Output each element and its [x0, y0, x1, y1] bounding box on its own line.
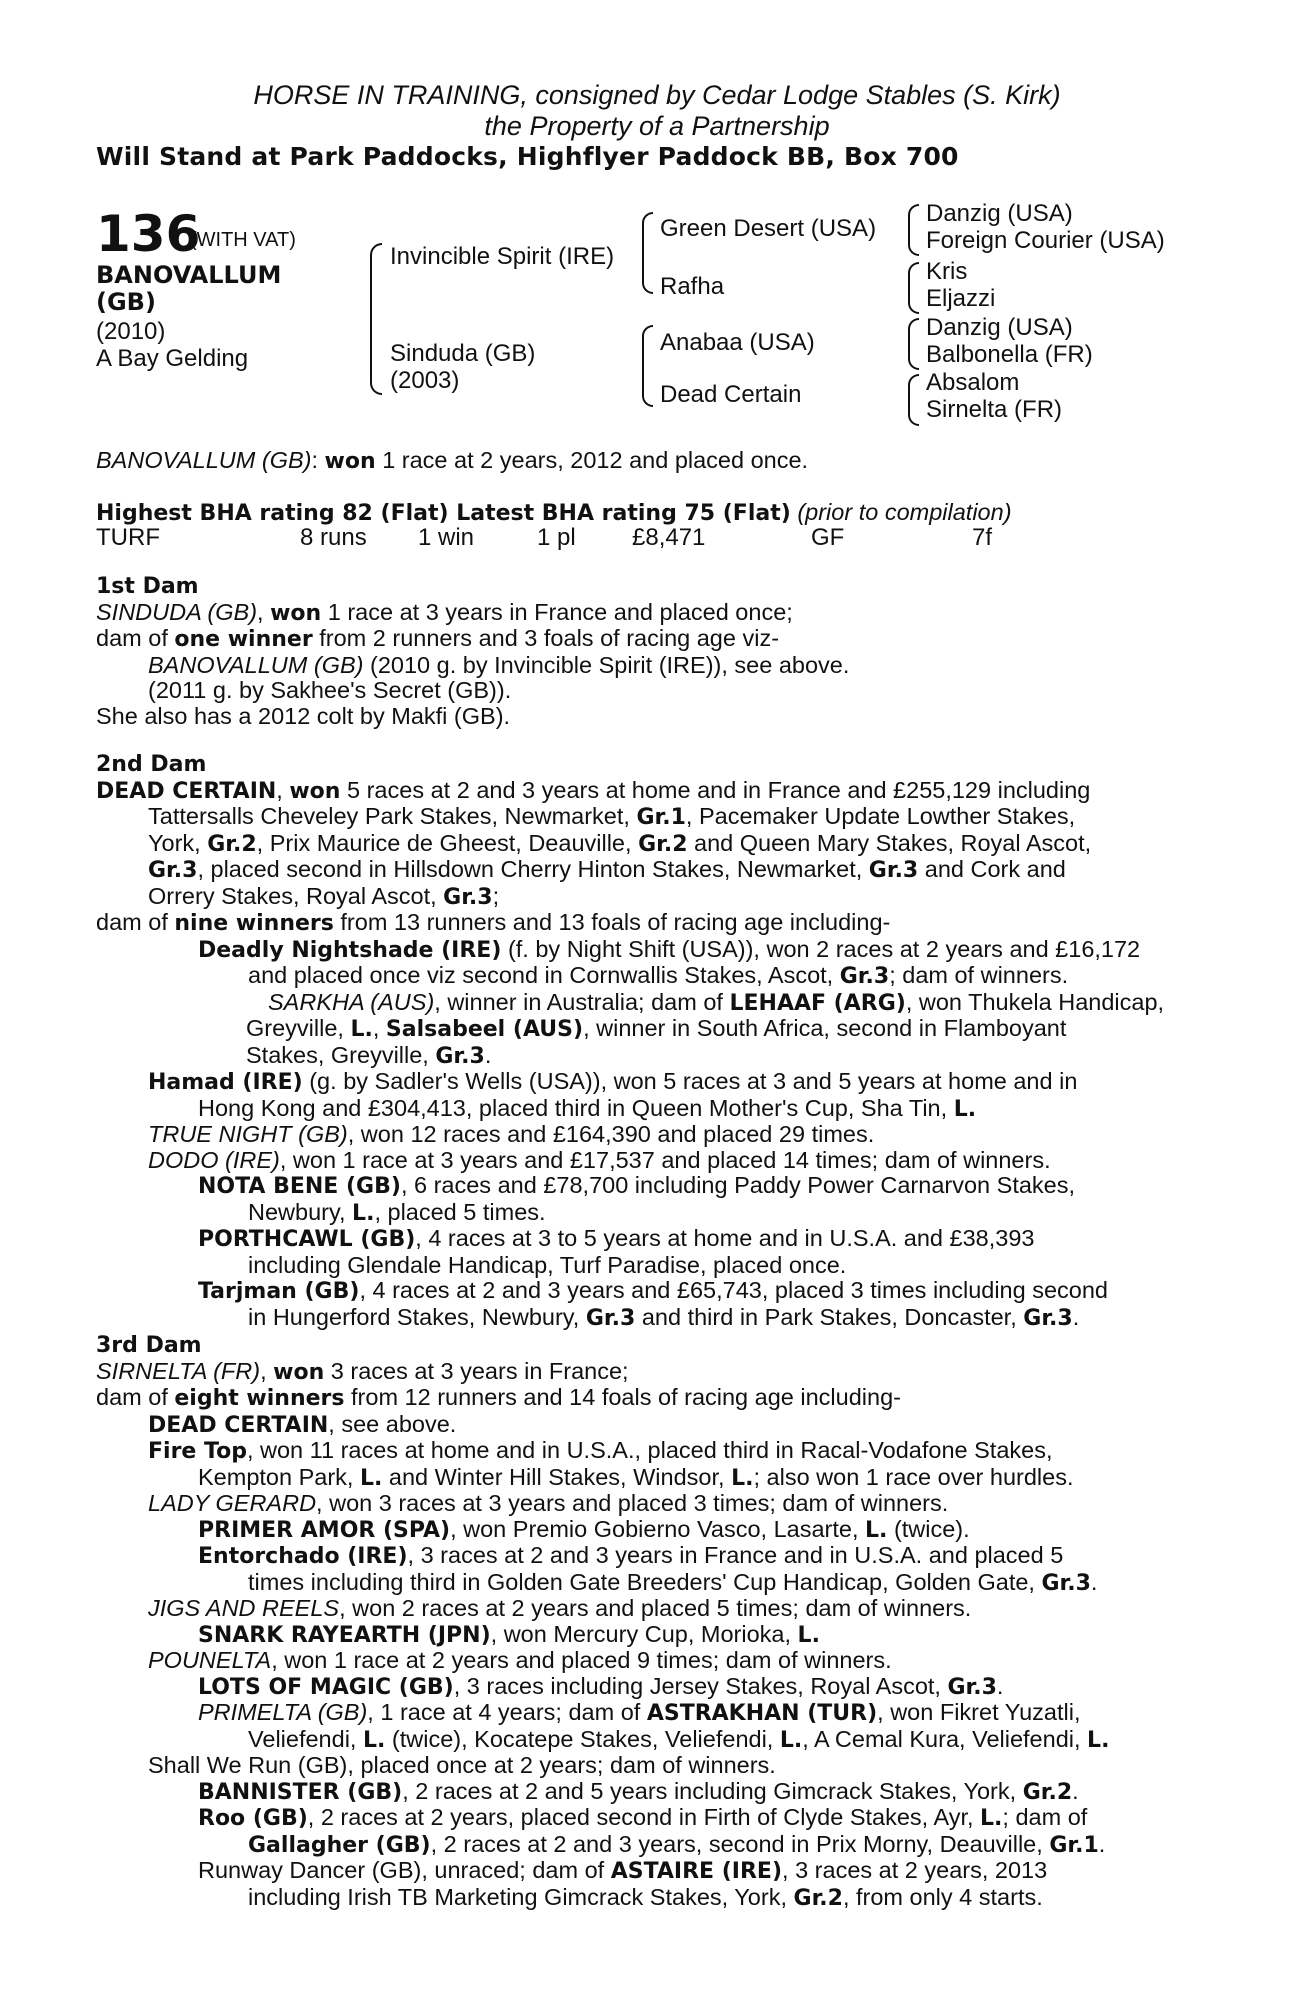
pedigree-bracket: [908, 262, 919, 314]
pedigree-gg-7: Absalom: [926, 369, 1020, 396]
horse-country: (GB): [96, 288, 156, 316]
third-dam-section: 3rd Dam SIRNELTA (FR), won 3 races at 3 years in France; dam of eight winners from 12 runners and 14 foals of racing age including- DEAD CERTAIN, see above. Fire Top, won 11 races at home and in U.S.A., placed third in Racal-Vodafone Stakes, Kempton Park, L. and Winter Hill Stakes, Windsor, L.; also won 1 race over hurdles. LADY GERARD, won 3 races at 3 years and placed 3 times; dam of winners. PRIMER AMOR (SPA), won Premio Gobierno Vasco, Lasarte, L. (twice). Entorchado (IRE), 3 races at 2 and 3 years in France and in U.S.A. and placed 5 times including third in Golden Gate Breeders' Cup Handicap, Golden Gate, Gr.3. JIGS AND REELS, won 2 races at 2 years and placed 5 times; dam of winners. SNARK RAYEARTH (JPN), won Mercury Cup, Morioka, L. POUNELTA, won 1 race at 2 years and placed 9 times; dam of winners. LOTS OF MAGIC (GB), 3 races including Jersey Stakes, Royal Ascot, Gr.3. PRIMELTA (GB), 1 race at 4 years; dam of ASTRAKHAN (TUR), won Fikret Yuzatli, Veliefendi, L. (twice), Kocatepe Stakes, Veliefendi, L., A Cemal Kura, Veliefendi, L. Shall We Run (GB), placed once at 2 years; dam of winners. BANNISTER (GB), 2 races at 2 and 5 years including Gimcrack Stakes, York, Gr.2. Roo (GB), 2 races at 2 years, placed second in Firth of Clyde Stakes, Ayr, L.; dam of Gallagher (GB), 2 races at 2 and 3 years, second in Prix Morny, Deauville, Gr.1. Runway Dancer (GB), unraced; dam of ASTAIRE (IRE), 3 races at 2 years, 2013 including Irish TB Marketing Gimcrack Stakes, York, Gr.2, from only 4 starts.: [96, 1333, 1206, 1911]
horse-year: (2010): [96, 318, 166, 345]
race-summary: BANOVALLUM (GB): won 1 race at 2 years, 2012 and placed once.: [96, 447, 809, 474]
pedigree-bracket: [908, 318, 919, 370]
header-consignor: HORSE IN TRAINING, consigned by Cedar Lodge Stables (S. Kirk): [253, 80, 1061, 110]
header-property: the Property of a Partnership: [484, 111, 830, 141]
section-heading: 2nd Dam: [96, 752, 207, 777]
pedigree-dam-year: (2003): [390, 367, 460, 394]
pedigree-gg-4: Eljazzi: [926, 285, 996, 312]
pedigree-bracket: [370, 243, 382, 395]
section-heading: 1st Dam: [96, 574, 199, 599]
pedigree-gg-6: Balbonella (FR): [926, 341, 1093, 368]
pedigree-granddam-1: Rafha: [660, 273, 725, 300]
section-heading: 3rd Dam: [96, 1333, 202, 1358]
horse-description: A Bay Gelding: [96, 345, 249, 372]
pedigree-granddam-2: Dead Certain: [660, 381, 802, 408]
pedigree-dam: Sinduda (GB): [390, 340, 536, 367]
first-dam-section: 1st Dam SINDUDA (GB), won 1 race at 3 years in France and placed once; dam of one winner from 2 runners and 3 foals of racing age viz- BANOVALLUM (GB) (2010 g. by Invincible Spirit (IRE)), see above. (2011 g. by Sakhee's Secret (GB)). She also has a 2012 colt by Makfi (GB).: [96, 574, 1206, 729]
pedigree-bracket: [642, 325, 653, 407]
pedigree-grandsire-1: Green Desert (USA): [660, 215, 877, 242]
second-dam-section: 2nd Dam DEAD CERTAIN, won 5 races at 2 and 3 years at home and in France and £255,129 including Tattersalls Cheveley Park Stakes, Newmarket, Gr.1, Pacemaker Update Lowther Stakes, York, Gr.2, Prix Maurice de Gheest, Deauville, Gr.2 and Queen Mary Stakes, Royal Ascot, Gr.3, placed second in Hillsdown Cherry Hinton Stakes, Newmarket, Gr.3 and Cork and Orrery Stakes, Royal Ascot, Gr.3; dam of nine winners from 13 runners and 13 foals of racing age including- Deadly Nightshade (IRE) (f. by Night Shift (USA)), won 2 races at 2 years and £16,172 and placed once viz second in Cornwallis Stakes, Ascot, Gr.3; dam of winners. SARKHA (AUS), winner in Australia; dam of LEHAAF (ARG), won Thukela Handicap, Greyville, L., Salsabeel (AUS), winner in South Africa, second in Flamboyant Stakes, Greyville, Gr.3. Hamad (IRE) (g. by Sadler's Wells (USA)), won 5 races at 3 and 5 years at home and in Hong Kong and £304,413, placed third in Queen Mother's Cup, Sha Tin, L. TRUE NIGHT (GB), won 12 races and £164,390 and placed 29 times. DODO (IRE), won 1 race at 3 years and £17,537 and placed 14 times; dam of winners. NOTA BENE (GB), 6 races and £78,700 including Paddy Power Carnarvon Stakes, Newbury, L., placed 5 times. PORTHCAWL (GB), 4 races at 3 to 5 years at home and in U.S.A. and £38,393 including Glendale Handicap, Turf Paradise, placed once. Tarjman (GB), 4 races at 2 and 3 years and £65,743, placed 3 times including second in Hungerford Stakes, Newbury, Gr.3 and third in Park Stakes, Doncaster, Gr.3.: [96, 752, 1206, 1331]
pedigree-gg-8: Sirnelta (FR): [926, 396, 1063, 423]
vat-note: (WITH VAT): [190, 229, 296, 251]
pedigree-bracket: [908, 374, 919, 426]
lot-number: 136: [96, 205, 201, 263]
pedigree-gg-3: Kris: [926, 258, 968, 285]
horse-name: BANOVALLUM: [96, 261, 282, 289]
pedigree-gg-5: Danzig (USA): [926, 314, 1073, 341]
pedigree-bracket: [642, 212, 653, 294]
rating-line: Highest BHA rating 82 (Flat) Latest BHA rating 75 (Flat) (prior to compilation): [96, 499, 1012, 526]
header-location: Will Stand at Park Paddocks, Highflyer Paddock BB, Box 700: [96, 142, 959, 171]
pedigree-grandsire-2: Anabaa (USA): [660, 329, 815, 356]
pedigree-gg-2: Foreign Courier (USA): [926, 227, 1165, 254]
pedigree-gg-1: Danzig (USA): [926, 200, 1073, 227]
pedigree-sire: Invincible Spirit (IRE): [390, 243, 615, 270]
pedigree-bracket: [908, 204, 919, 256]
